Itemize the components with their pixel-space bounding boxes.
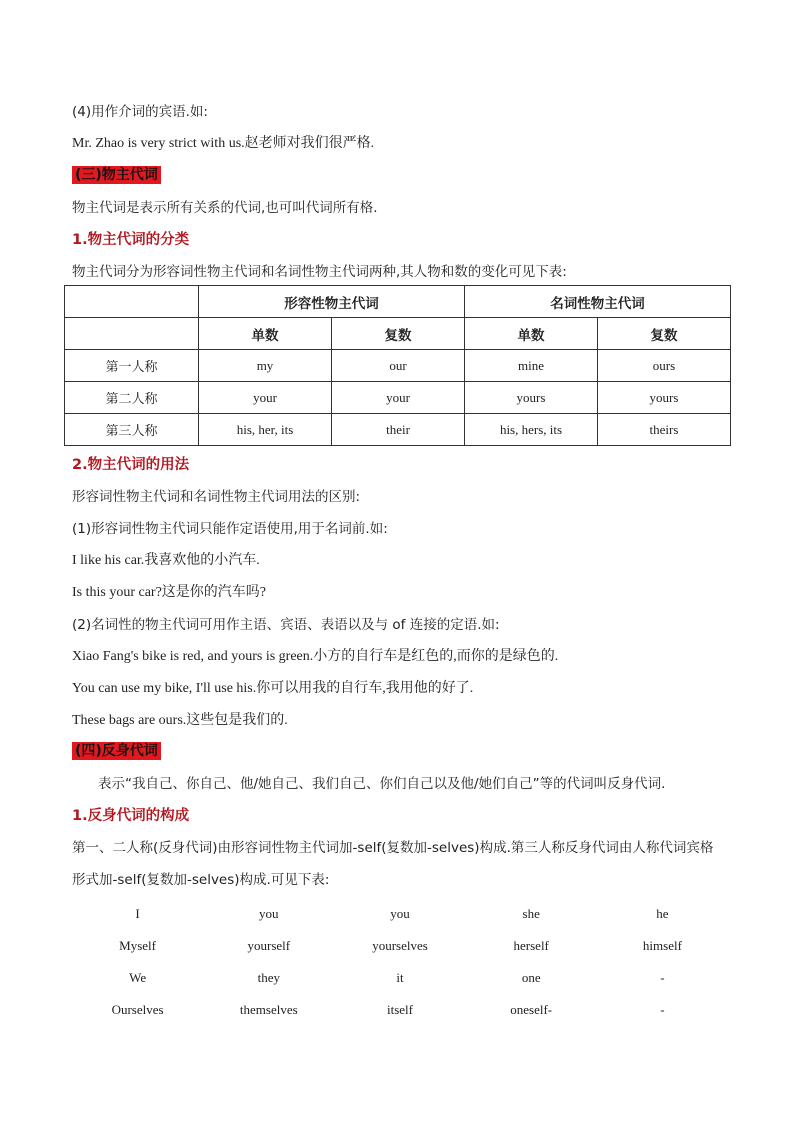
section-tag-label: (三)物主代词 [72,166,161,184]
table-cell: himself [642,938,682,953]
row-label: 第三人称 [65,414,199,446]
table-cell: his, her, its [199,414,332,446]
table-cell: yourselves [372,938,428,953]
table-cell: it [396,970,404,985]
table-cell: their [332,414,465,446]
section-tag-possessive [72,166,161,186]
table-cell: yourself [247,938,291,953]
table-cell: his, hers, its [465,414,598,446]
reflexive-definition: 表示“我自己、你自己、他/她自己、我们自己、你们自己以及他/她们自己”等的代词叫反身代词. [98,776,666,792]
table-cell: I [135,906,140,921]
table-cell: theirs [598,414,731,446]
group-adjective: 形容性物主代词 [199,286,465,318]
table-cell: your [332,382,465,414]
table-corner-cell [65,286,199,318]
section-tag-label: (四)反身代词 [72,742,161,760]
possessive-table [64,285,731,446]
example-bike-2: You can use my bike, I'll use his.你可以用我的自行车,我用他的好了. [72,681,474,696]
table-cell: Ourselves [111,1002,164,1017]
example-bags: These bags are ours.这些包是我们的. [72,713,288,728]
table-cell: Myself [119,938,157,953]
table-cell: ours [598,350,731,382]
table-cell: our [332,350,465,382]
col-singular: 单数 [199,318,332,350]
col-singular: 单数 [465,318,598,350]
col-plural: 复数 [598,318,731,350]
heading-usage: 2.物主代词的用法 [72,457,190,473]
table-row [65,382,731,414]
possessive-definition: 物主代词是表示所有关系的代词,也可叫代词所有格. [72,200,378,216]
example-car-2: Is this your car?这是你的汽车吗? [72,585,267,600]
reflexive-table [72,898,728,1026]
table-cell: yours [598,382,731,414]
table-cell: one [521,970,541,985]
table-cell: he [656,906,669,921]
table-header-row [65,286,731,318]
classification-description: 物主代词分为形容词性物主代词和名词性物主代词两种,其人物和数的变化可见下表: [72,264,567,280]
usage-point-1: (1)形容词性物主代词只能作定语使用,用于名词前.如: [72,521,388,537]
table-subheader-row [65,318,731,350]
table-cell: mine [465,350,598,382]
table-row [65,414,731,446]
table-cell: We [129,970,147,985]
formation-description-1: 第一、二人称(反身代词)由形容词性物主代词加-self(复数加-selves)构成.第三人称反身代词由人称代词宾格 [72,840,714,856]
table-row [72,994,728,1026]
table-cell: - [660,1002,665,1017]
table-row [65,350,731,382]
table-cell: themselves [239,1002,298,1017]
table-row [72,898,728,930]
example-zhao: Mr. Zhao is very strict with us.赵老师对我们很严格. [72,136,375,151]
row-label: 第二人称 [65,382,199,414]
usage-point-2: (2)名词性的物主代词可用作主语、宾语、表语以及与 of 连接的定语.如: [72,617,500,633]
table-cell: - [660,970,665,985]
heading-formation: 1.反身代词的构成 [72,808,190,824]
example-car-1: I like his car.我喜欢他的小汽车. [72,553,260,568]
table-cell: you [259,906,279,921]
table-cell: your [199,382,332,414]
table-row [72,962,728,994]
table-cell: herself [513,938,549,953]
usage-difference: 形容词性物主代词和名词性物主代词用法的区别: [72,489,361,505]
table-cell: my [199,350,332,382]
table-cell: she [522,906,540,921]
col-plural: 复数 [332,318,465,350]
table-cell: they [257,970,280,985]
row-label: 第一人称 [65,350,199,382]
table-cell: yours [465,382,598,414]
formation-description-2: 形式加-self(复数加-selves)构成.可见下表: [72,872,330,888]
table-corner-cell [65,318,199,350]
example-bike-1: Xiao Fang's bike is red, and yours is green.小方的自行车是红色的,而你的是绿色的. [72,649,559,664]
table-cell: itself [387,1002,413,1017]
group-noun: 名词性物主代词 [465,286,731,318]
section-tag-reflexive [72,742,161,762]
table-row [72,930,728,962]
table-cell: oneself- [510,1002,553,1017]
prep-object-point: (4)用作介词的宾语.如: [72,104,208,120]
heading-classification: 1.物主代词的分类 [72,232,190,248]
table-cell: you [390,906,410,921]
